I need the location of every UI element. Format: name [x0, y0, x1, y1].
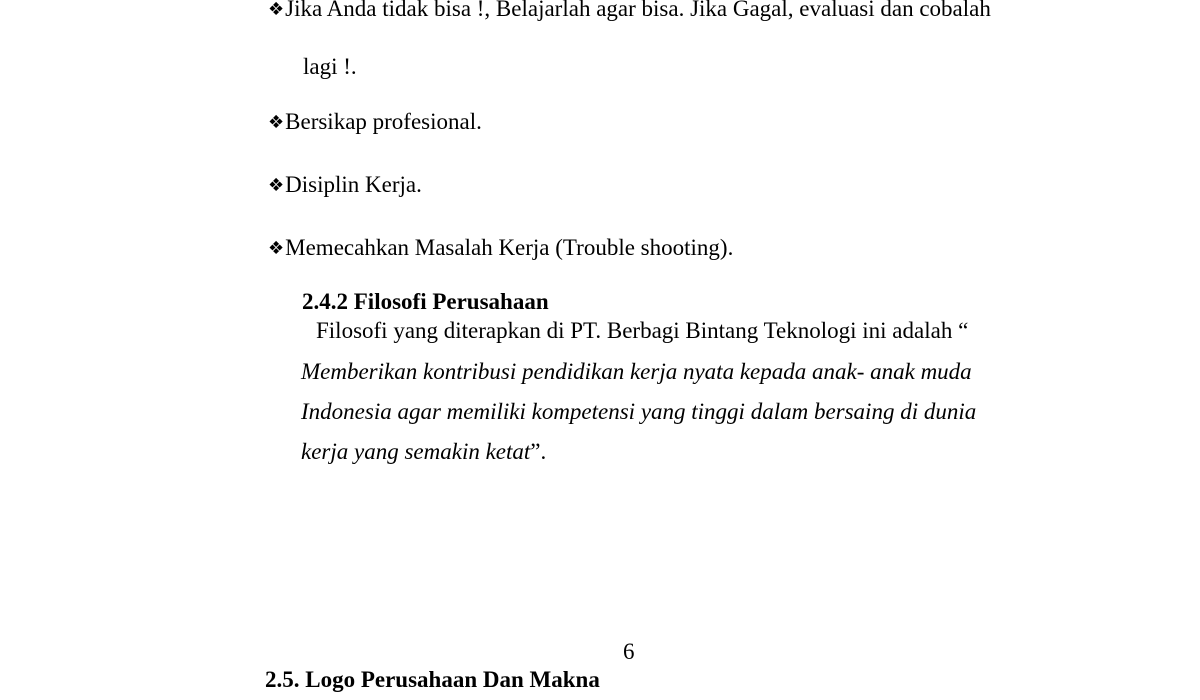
bullet-item-3-text: Disiplin Kerja.: [285, 172, 422, 197]
bullet-item-1-line-1: [268, 0, 991, 20]
diamond-bullet-icon: ❖: [268, 238, 285, 259]
diamond-bullet-icon: ❖: [268, 175, 285, 196]
diamond-bullet-icon: ❖: [268, 0, 285, 20]
section-heading-filosofi: 2.4.2 Filosofi Perusahaan: [302, 289, 549, 314]
bullet-item-3: [268, 173, 422, 196]
section-heading-logo: 2.5. Logo Perusahaan Dan Makna: [265, 667, 600, 692]
filosofi-quote-line-2: [301, 400, 976, 423]
filosofi-quote-closing: ”.: [530, 439, 547, 464]
page-number: 6: [623, 639, 635, 664]
filosofi-intro-text: Filosofi yang diterapkan di PT. Berbagi Bintang Teknologi ini adalah “: [316, 318, 969, 343]
bullet-item-1-line-2: lagi !.: [303, 54, 357, 79]
bullet-item-1-text: Jika Anda tidak bisa !, Belajarlah agar bisa. Jika Gagal, evaluasi dan cobalah: [285, 0, 991, 21]
filosofi-quote-line-1-text: Memberikan kontribusi pendidikan kerja nyata kepada anak- anak muda: [301, 359, 972, 384]
filosofi-quote-line-3: [301, 440, 546, 463]
bullet-item-4-text: Memecahkan Masalah Kerja (Trouble shooting).: [285, 235, 734, 260]
bullet-item-2: [268, 110, 482, 133]
bullet-item-4: [268, 236, 733, 259]
filosofi-quote-line-3-italic: kerja yang semakin ketat: [301, 439, 531, 464]
filosofi-quote-line-1: [301, 360, 972, 383]
diamond-bullet-icon: ❖: [268, 112, 285, 133]
filosofi-quote-line-2-text: Indonesia agar memiliki kompetensi yang tinggi dalam bersaing di dunia: [301, 399, 977, 424]
bullet-item-2-text: Bersikap profesional.: [285, 109, 482, 134]
